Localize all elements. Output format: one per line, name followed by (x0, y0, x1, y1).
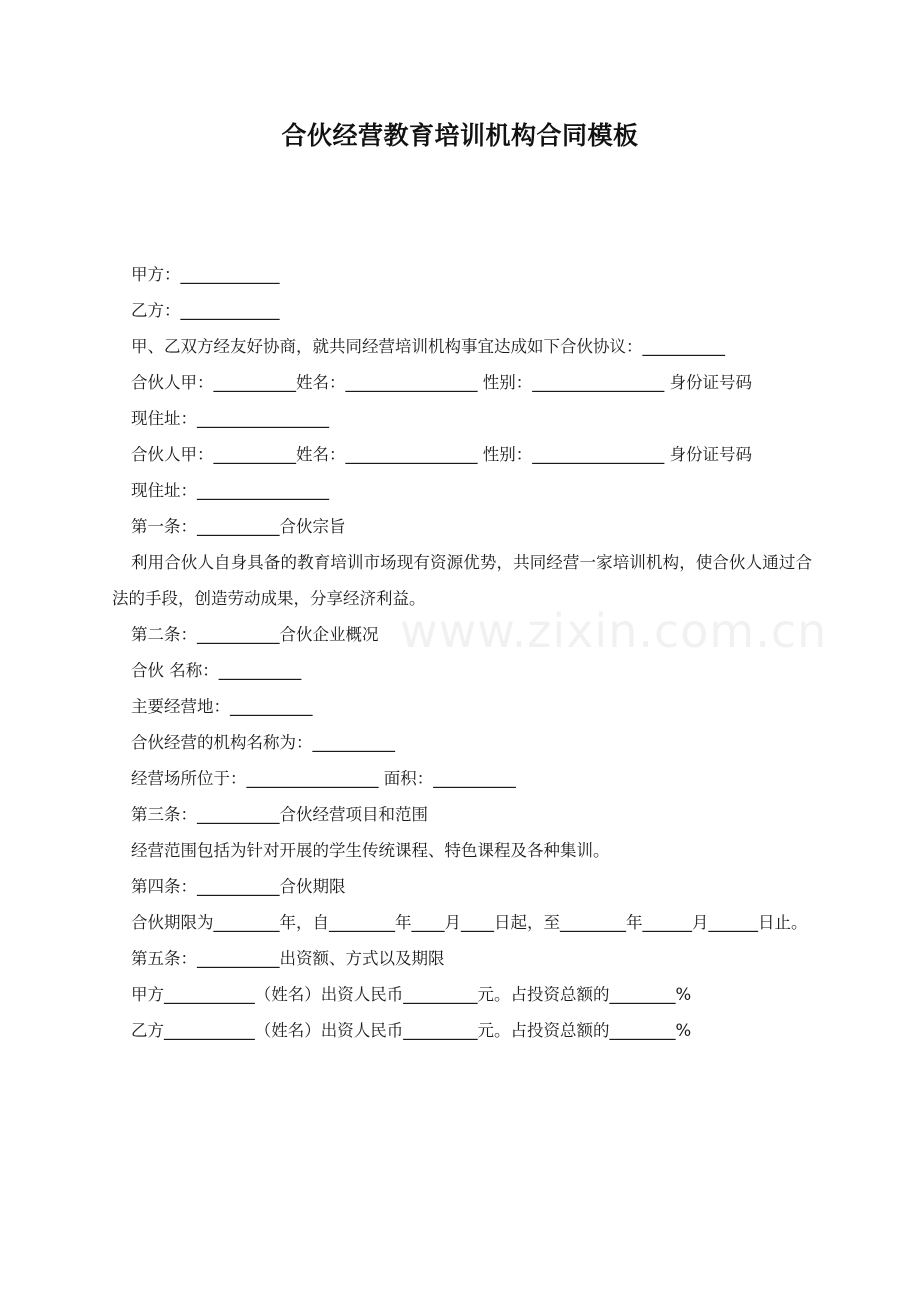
document-title: 合伙经营教育培训机构合同模板 (281, 121, 639, 150)
article-4-heading: 第四条：__________合伙期限 (131, 877, 346, 896)
party-a-line: 甲方：____________ (131, 265, 280, 284)
partner-2-address: 现住址：________________ (131, 481, 329, 500)
partner-1-address: 现住址：________________ (131, 409, 329, 428)
article-4-text: 合伙期限为________年，自________年____月____日起，至________年______月______日止。 (131, 913, 808, 932)
party-a-investment: 甲方___________（姓名）出资人民币_________元。占投资总额的________% (131, 985, 692, 1004)
main-location-line: 主要经营地：__________ (131, 697, 313, 716)
partner-2-info: 合伙人甲：__________姓名：________________ 性别：________________ 身份证号码 (131, 445, 752, 464)
document-body (112, 257, 812, 1049)
premises-line: 经营场所位于：________________ 面积：__________ (131, 769, 516, 788)
article-3-text: 经营范围包括为针对开展的学生传统课程、特色课程及各种集训。 (131, 841, 610, 860)
article-3-heading: 第三条：__________合伙经营项目和范围 (131, 805, 428, 824)
party-b-investment: 乙方___________（姓名）出资人民币_________元。占投资总额的________% (131, 1021, 692, 1040)
article-1-heading: 第一条：__________合伙宗旨 (131, 517, 346, 536)
partner-1-info: 合伙人甲：__________姓名：________________ 性别：________________ 身份证号码 (131, 373, 752, 392)
watermark: www.zixin.com.cn (400, 604, 828, 658)
article-2-heading: 第二条：__________合伙企业概况 (131, 625, 379, 644)
institution-name-line: 合伙经营的机构名称为：__________ (131, 733, 395, 752)
article-5-heading: 第五条：__________出资额、方式以及期限 (131, 949, 445, 968)
agreement-intro: 甲、乙双方经友好协商，就共同经营培训机构事宜达成如下合伙协议：__________ (131, 337, 725, 356)
party-b-line: 乙方：____________ (131, 301, 280, 320)
partnership-name-line: 合伙 名称：__________ (131, 661, 302, 680)
article-1-text: 利用合伙人自身具备的教育培训市场现有资源优势，共同经营一家培训机构，使合伙人通过合法的手段，创造劳动成果，分享经济利益。 (112, 553, 812, 608)
